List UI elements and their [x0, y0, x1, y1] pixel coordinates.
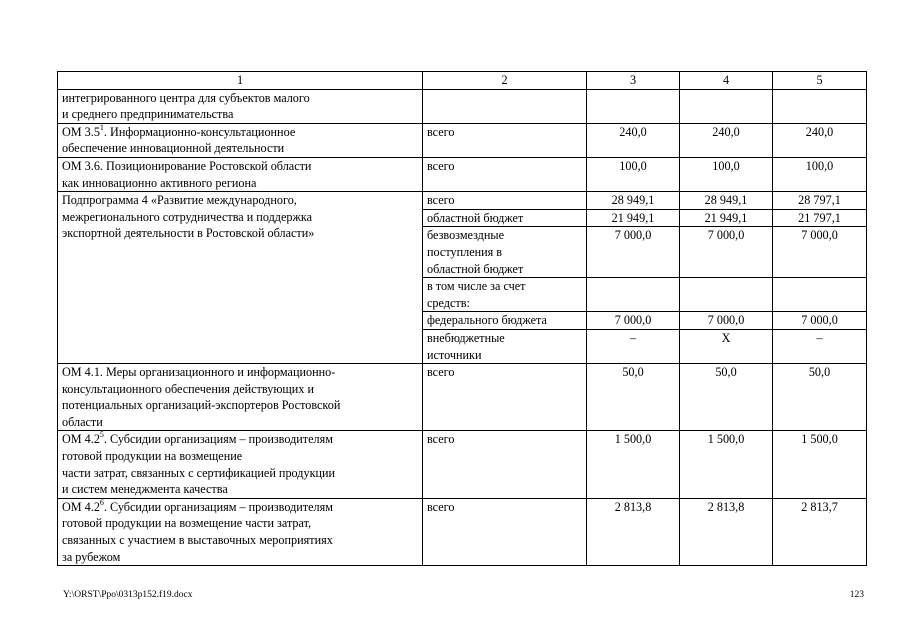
budget-table — [57, 71, 867, 566]
amount-cell-col3: 7 000,0 — [587, 227, 680, 278]
amount-cell-col3 — [587, 89, 680, 123]
funding-source-line: всего — [427, 124, 455, 139]
amount-cell-col4: 7 000,0 — [680, 227, 773, 278]
measure-name-line: консультационного обеспечения действующих и — [62, 381, 314, 396]
measure-name-cell — [58, 89, 423, 123]
measure-name-cell — [58, 431, 423, 498]
amount-cell-col3 — [587, 278, 680, 312]
amount-cell-col5: 7 000,0 — [773, 227, 867, 278]
amount-cell-col5: – — [773, 329, 867, 363]
amount-cell-col4: 7 000,0 — [680, 312, 773, 330]
funding-source-cell — [423, 312, 587, 330]
amount-cell-col5: 1 500,0 — [773, 431, 867, 498]
funding-source-line: всего — [427, 499, 455, 514]
funding-source-cell — [423, 123, 587, 157]
table-row — [58, 157, 867, 191]
funding-source-line: федерального бюджета — [427, 313, 547, 328]
measure-name-line: ОМ 3.6. Позиционирование Ростовской области — [62, 158, 312, 173]
amount-cell-col3: 21 949,1 — [587, 209, 680, 227]
amount-cell-col3: 7 000,0 — [587, 312, 680, 330]
funding-source-line: областной бюджет — [427, 261, 524, 276]
funding-source-line: всего — [427, 432, 455, 447]
funding-source-line: средств: — [427, 295, 470, 310]
amount-cell-col4: 2 813,8 — [680, 498, 773, 565]
funding-source-cell — [423, 498, 587, 565]
table-row — [58, 123, 867, 157]
amount-cell-col3: 1 500,0 — [587, 431, 680, 498]
table-row — [58, 192, 867, 210]
measure-name-line: ОМ 4.1. Меры организационного и информационно- — [62, 365, 336, 380]
table-row — [58, 364, 867, 431]
amount-cell-col4: Х — [680, 329, 773, 363]
funding-source-line — [427, 90, 582, 107]
measure-name-line: готовой продукции на возмещение — [62, 449, 243, 464]
funding-source-line: поступления в — [427, 244, 503, 259]
measure-name-cell — [58, 157, 423, 191]
amount-cell-col5: 50,0 — [773, 364, 867, 431]
amount-cell-col4 — [680, 89, 773, 123]
footnote-mark: 1 — [99, 122, 104, 132]
amount-cell-col4: 240,0 — [680, 123, 773, 157]
measure-title: . Субсидии организациям – производителям — [103, 499, 333, 514]
table-row — [58, 89, 867, 123]
funding-source-line: областной бюджет — [427, 210, 524, 225]
funding-source-cell — [423, 89, 587, 123]
measure-code: ОМ 3.5 — [62, 124, 100, 139]
measure-name-line: межрегионального сотрудничества и поддержка — [62, 209, 313, 224]
amount-cell-col3: 28 949,1 — [587, 192, 680, 210]
amount-cell-col3: 100,0 — [587, 157, 680, 191]
amount-cell-col4: 100,0 — [680, 157, 773, 191]
funding-source-line: всего — [427, 365, 455, 380]
funding-source-cell — [423, 364, 587, 431]
measure-name-line: части затрат, связанных с сертификацией продукции — [62, 465, 336, 480]
funding-source-line: всего — [427, 193, 455, 208]
table-row — [58, 498, 867, 565]
measure-name-line: и среднего предпринимательства — [62, 107, 234, 122]
amount-cell-col4: 21 949,1 — [680, 209, 773, 227]
table-body — [58, 72, 867, 566]
funding-source-line: источники — [427, 347, 482, 362]
measure-name-cell — [58, 192, 423, 364]
footer-file-path: Y:\ORST\Ppo\0313p152.f19.docx — [63, 590, 193, 600]
amount-cell-col3: 2 813,8 — [587, 498, 680, 565]
funding-source-cell — [423, 157, 587, 191]
amount-cell-col5: 100,0 — [773, 157, 867, 191]
funding-source-line: безвозмездные — [427, 228, 505, 243]
measure-name-line — [62, 499, 418, 516]
measure-name-line: и систем менеджмента качества — [62, 482, 228, 497]
funding-source-line: в том числе за счет — [427, 279, 526, 294]
funding-source-cell — [423, 431, 587, 498]
column-header: 3 — [587, 72, 680, 90]
measure-name-line: Подпрограмма 4 «Развитие международного, — [62, 193, 297, 208]
footnote-mark: 5 — [99, 430, 104, 440]
amount-cell-col5: 240,0 — [773, 123, 867, 157]
measure-name-line: готовой продукции на возмещение части затрат, — [62, 516, 312, 531]
measure-name-line: обеспечение инновационной деятельности — [62, 141, 285, 156]
column-header: 4 — [680, 72, 773, 90]
measure-code: ОМ 4.2 — [62, 499, 100, 514]
measure-name-line: за рубежом — [62, 549, 121, 564]
measure-name-line: области — [62, 414, 103, 429]
amount-cell-col3: 240,0 — [587, 123, 680, 157]
page-number: 123 — [849, 590, 864, 600]
measure-name-cell — [58, 364, 423, 431]
footnote-mark: 6 — [99, 497, 104, 507]
column-header: 2 — [423, 72, 587, 90]
amount-cell-col4: 50,0 — [680, 364, 773, 431]
amount-cell-col5: 2 813,7 — [773, 498, 867, 565]
amount-cell-col4 — [680, 278, 773, 312]
amount-cell-col3: – — [587, 329, 680, 363]
amount-cell-col5: 7 000,0 — [773, 312, 867, 330]
measure-name-line — [62, 124, 418, 141]
funding-source-cell — [423, 209, 587, 227]
measure-title: . Информационно-консультационное — [103, 124, 296, 139]
amount-cell-col5: 21 797,1 — [773, 209, 867, 227]
measure-name-cell — [58, 498, 423, 565]
funding-source-line: внебюджетные — [427, 330, 505, 345]
column-header: 5 — [773, 72, 867, 90]
funding-source-cell — [423, 192, 587, 210]
funding-source-cell — [423, 329, 587, 363]
measure-name-line: как инновационно активного региона — [62, 175, 257, 190]
table-row — [58, 431, 867, 498]
amount-cell-col5: 28 797,1 — [773, 192, 867, 210]
measure-name-line: связанных с участием в выставочных мероприятиях — [62, 533, 333, 548]
column-header: 1 — [58, 72, 423, 90]
measure-name-line: экспортной деятельности в Ростовской области» — [62, 226, 315, 241]
measure-name-line — [62, 431, 418, 448]
measure-name-line: интегрированного центра для субъектов малого — [62, 90, 310, 105]
measure-name-cell — [58, 123, 423, 157]
funding-source-line: всего — [427, 158, 455, 173]
amount-cell-col4: 28 949,1 — [680, 192, 773, 210]
measure-title: . Субсидии организациям – производителям — [103, 432, 333, 447]
amount-cell-col4: 1 500,0 — [680, 431, 773, 498]
amount-cell-col3: 50,0 — [587, 364, 680, 431]
measure-name-line: потенциальных организаций-экспортеров Ростовской — [62, 398, 341, 413]
funding-source-cell — [423, 278, 587, 312]
funding-source-cell — [423, 227, 587, 278]
header-row — [58, 72, 867, 90]
amount-cell-col5 — [773, 89, 867, 123]
measure-code: ОМ 4.2 — [62, 432, 100, 447]
amount-cell-col5 — [773, 278, 867, 312]
